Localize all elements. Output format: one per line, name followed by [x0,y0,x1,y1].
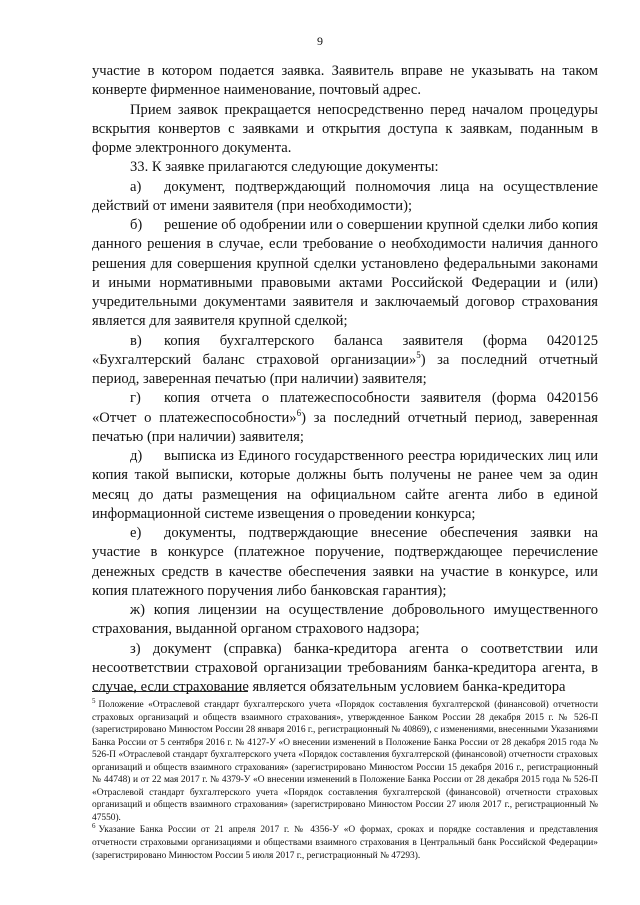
footnote-5 [92,696,598,824]
document-body [92,62,598,697]
footnote-reference[interactable]: 5 [416,349,421,360]
footnote-text: Положение «Отраслевой стандарт бухгалтерского учета «Порядок составления бухгалтерской (финансовой) отчетности страховых организаций и обществ взаимного страхования», утвержденное Банком России 28 декабря 2015 г. № 526-П (зарегистрировано Минюстом России 28 января 2016 г., регистрационный № 40869), с изменениями, внесенными Указаниями Банка России от 5 сентября 2016 г. № 4127-У «О внесении изменений в Положение Банка России от 28 декабря 2015 года № 526-П «Отраслевой стандарт бухгалтерского учета «Порядок составления бухгалтерской (финансовой) отчетности страховых организаций и обществ взаимного страхования» (зарегистрировано Минюстом России 15 декабря 2016 г., регистрационный № 44748) и от 22 мая 2017 г. № 4379-У «О внесении изменений в Положение Банка России от 28 декабря 2015 года № 526-П «Отраслевой стандарт бухгалтерского учета «Порядок составления бухгалтерской (финансовой) отчетности страховых организаций и обществ взаимного страхования» (зарегистрировано Минюстом России 27 июля 2017 г., регистрационный № 47550). [92,700,598,823]
list-item-text: копия бухгалтерского баланса заявителя (форма 0420125 «Бухгалтерский баланс страховой организации» [92,332,598,368]
footnote-divider [92,691,248,692]
footnotes [92,696,598,862]
footnote-number: 5 [92,696,96,705]
list-marker: б) [130,217,143,233]
list-item-text-continued: ) за последний отчетный период, заверенная печатью (при наличии) заявителя; [92,409,598,445]
list-item-b [92,216,598,332]
list-item-e [92,524,598,601]
footnote-reference[interactable]: 6 [296,407,302,418]
footnote-number: 6 [92,822,96,831]
paragraph-conveyor-note: участие в котором подается заявка. Заявитель вправе не указывать на таком конверте фирменное наименование, почтовый адрес. [92,63,598,99]
list-item-d [92,447,598,524]
paragraph-applications-closing: Прием заявок прекращается непосредственно перед началом процедуры вскрытия конвертов с заявками и открытия доступа к заявкам, поданным в форме электронного документа. [92,101,598,156]
list-item-text: решение об одобрении или о совершении крупной сделки либо копия данного решения в случае, если требование о необходимости наличия данного решения для совершения крупной сделки установлено федеральными законами и иными нормативными правовыми актами Российской Федерации и (или) учредительными документами заявителя и заключаемый договор страхования является для заявителя крупной сделкой; [92,217,598,330]
list-marker: а) [130,178,142,195]
list-item-text: документы, подтверждающие внесение обеспечения заявки на участие в конкурсе (платежное поручение, подтверждающее перечисление денежных средств в качестве обеспечения заявки на участие в конкурсе, или копия платежного поручения либо банковская гарантия); [92,525,598,599]
list-item-z: з) документ (справка) банка-кредитора агента о соответствии или несоответствии страховой организации требованиям банка-кредитора агента, в случае, если страхование является обязательным условием банка-кредитора [92,640,598,695]
list-item-g [92,389,598,447]
list-item-a [92,178,598,217]
list-marker: г) [130,390,141,407]
list-marker: в) [130,332,142,349]
list-item-zh: ж) копия лицензии на осуществление добровольного имущественного страхования, выданной органом страхового надзора; [92,602,598,638]
footnote-6 [92,824,598,862]
list-marker: д) [130,448,143,464]
list-item-text: документ, подтверждающий полномочия лица на осуществление действий от имени заявителя (при необходимости); [92,178,598,214]
list-item-text: выписка из Единого государственного реестра юридических лиц или копия такой выписки, которые должны быть получены не ранее чем за один месяц до даты размещения на официальном сайте агента либо в единой информационной системе извещения о проведении конкурса; [92,448,598,522]
list-item-v [92,332,598,390]
list-marker: е) [130,525,142,541]
paragraph-section-33-heading: 33. К заявке прилагаются следующие документы: [130,159,439,176]
list-item-text-continued: ) за последний отчетный период, заверенная печатью (при наличии) заявителя; [92,351,598,387]
list-item-text: копия отчета о платежеспособности заявителя (форма 0420156 «Отчет о платежеспособности» [92,390,598,426]
page-number: 9 [317,34,323,48]
footnote-text: Указание Банка России от 21 апреля 2017 г. № 4356-У «О формах, сроках и порядке составления и представления отчетности страховыми организациями и обществами взаимного страхования в Центральный банк Российской Федерации» (зарегистрировано Минюстом России 5 июля 2017 г., регистрационный № 47293). [92,825,598,861]
